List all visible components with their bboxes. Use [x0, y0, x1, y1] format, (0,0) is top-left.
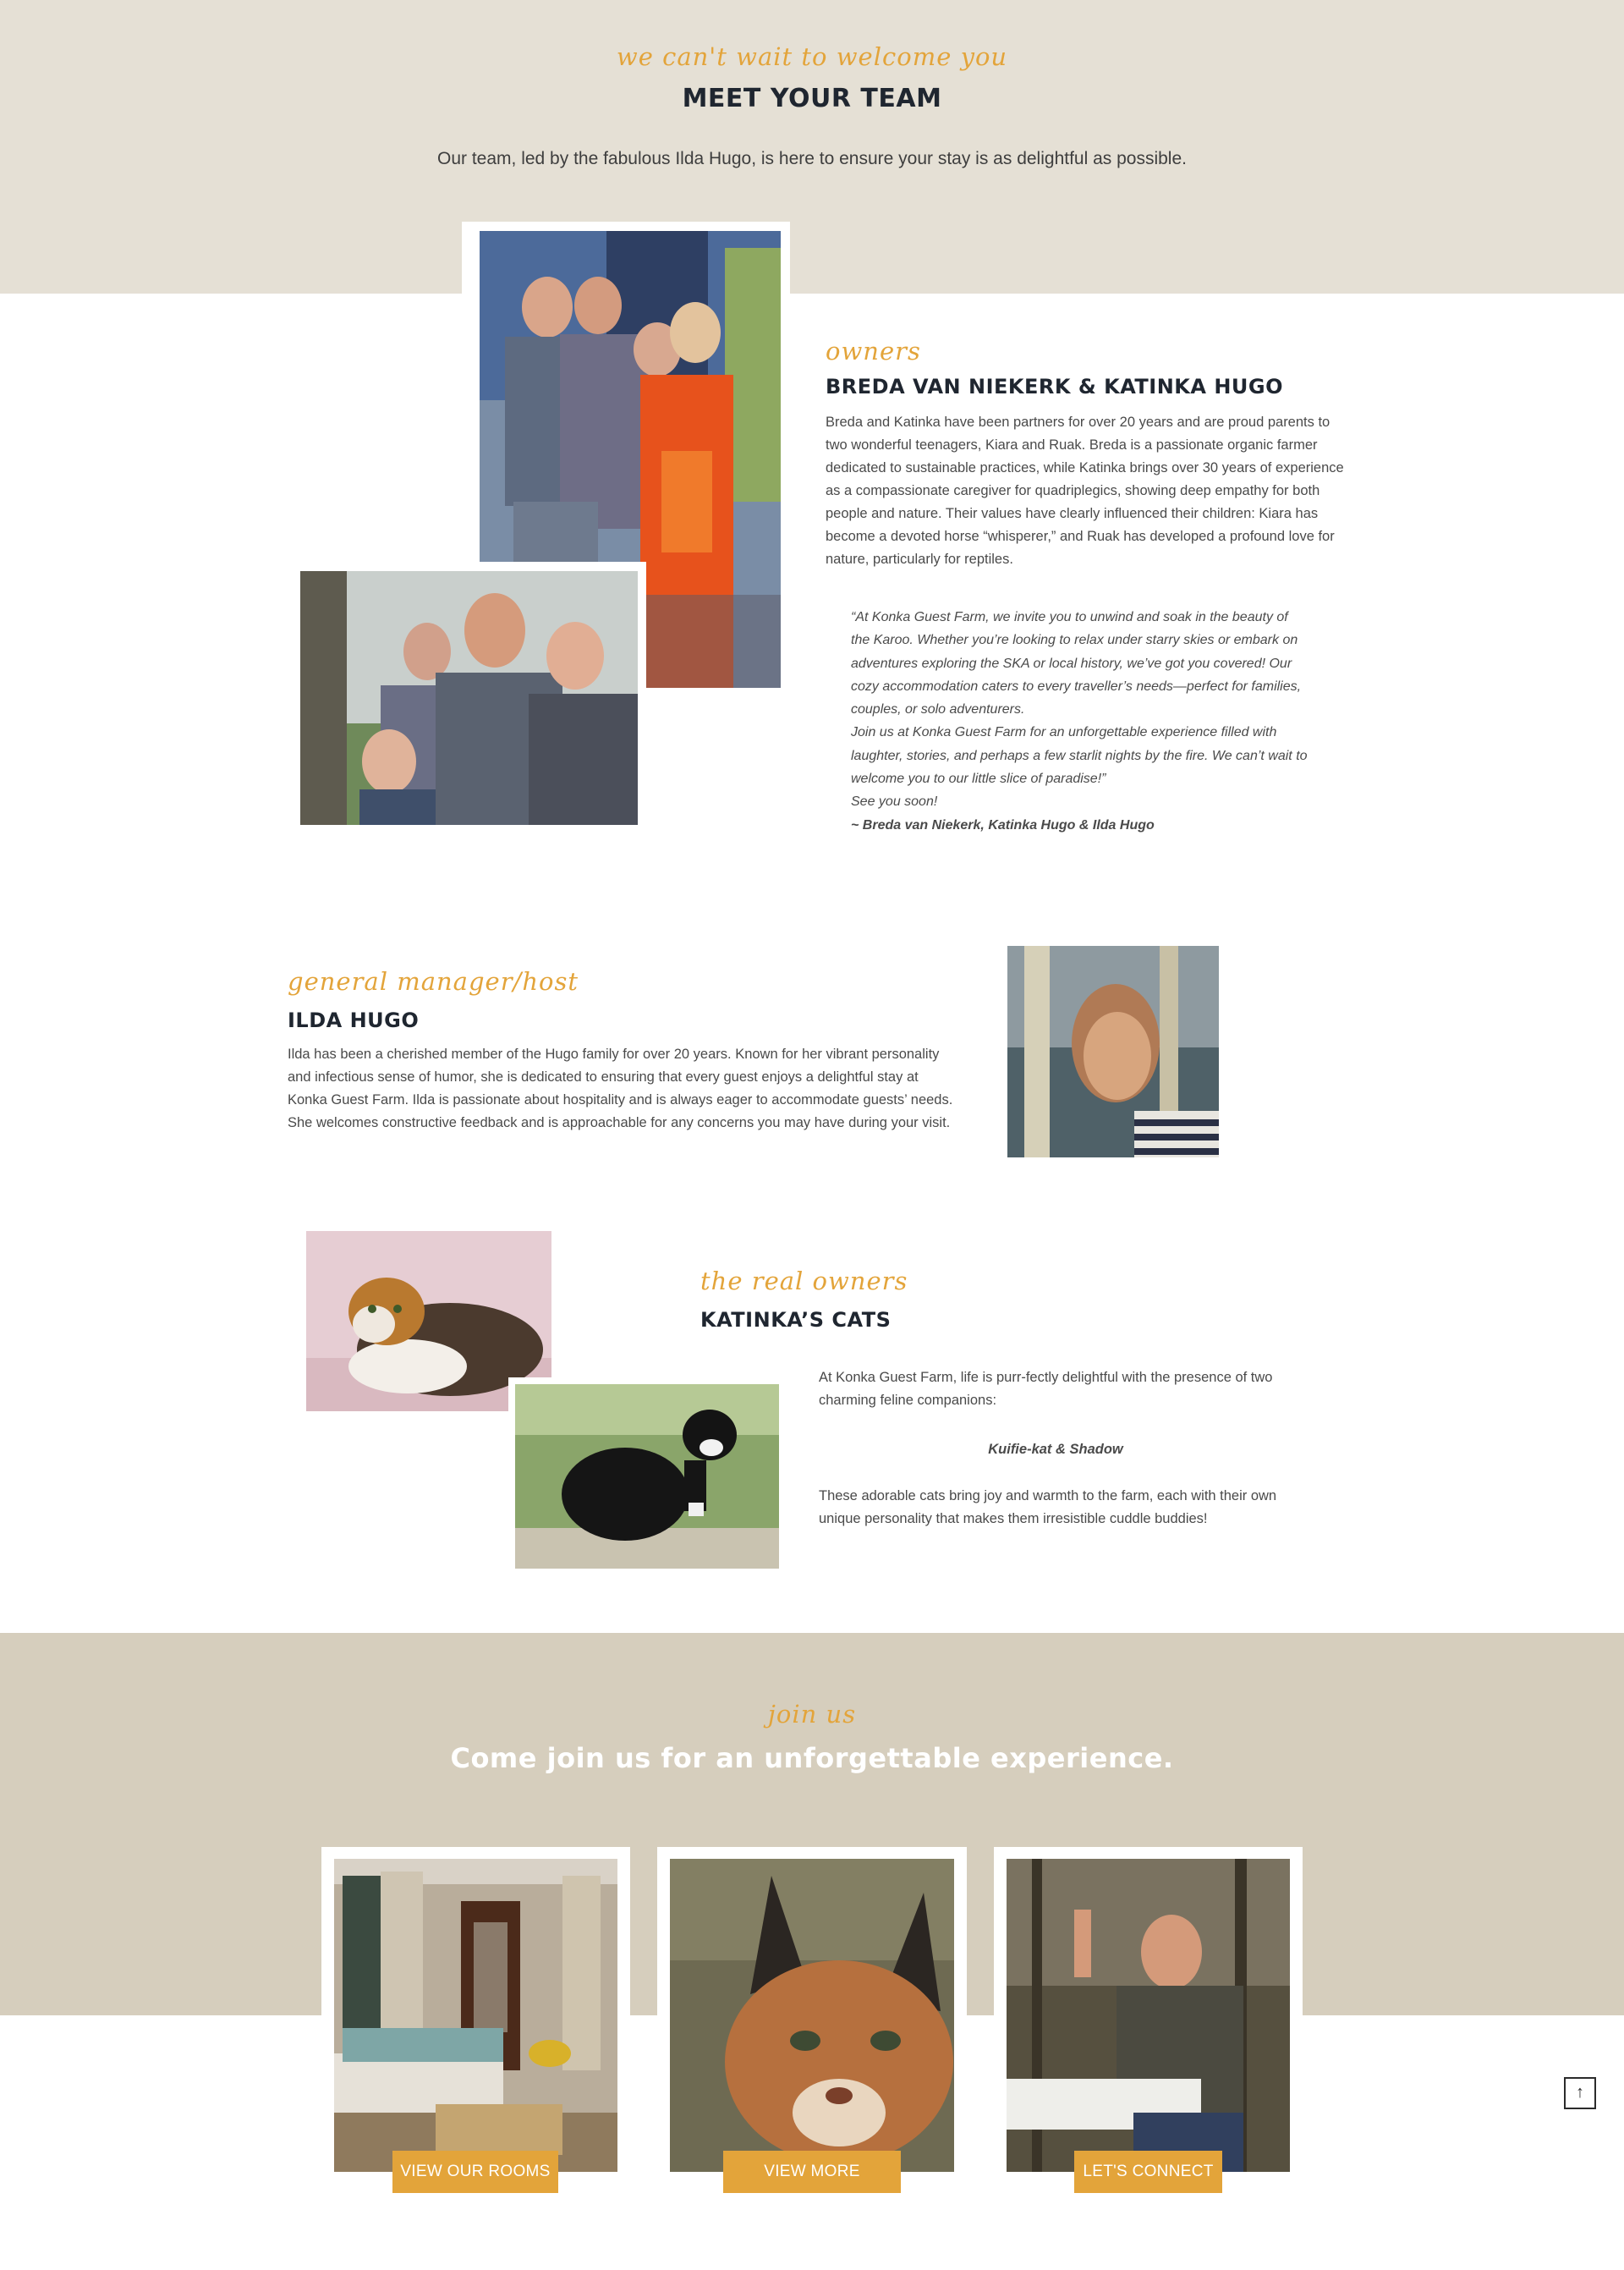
manager-bio: Ilda has been a cherished member of the Hugo family for over 20 years. Known for her vibrant personality and infectious sense of humor, she is dedicated to ensuring that every guest enjoys a delightful stay at Konka Guest Farm. Ilda is passionate about hospitality and is always eager to accommodate guests’ needs. She welcomes constructive feedback and is approachable for any concerns you may have during your visit.: [288, 1047, 953, 1130]
manager-tagline: general manager/host: [288, 967, 579, 996]
cats-title: KATINKA’S CATS: [700, 1308, 892, 1332]
caracal-photo: [670, 1859, 954, 2172]
owners-tagline: owners: [826, 337, 921, 366]
cats-names: Kuifie-kat & Shadow: [988, 1442, 1123, 1457]
cat-shadow-photo: [515, 1384, 779, 1569]
quote-paragraph-1: “At Konka Guest Farm, we invite you to unwind and soak in the beauty of the Karoo. Whether you’re looking to relax under starry skies or embark on adventures exploring the SKA or local history, we’ve got you covered! Our cozy accommodation caters to every traveller’s needs—perfect for families, couples, or solo adventurers.: [851, 610, 1302, 717]
cats-intro: At Konka Guest Farm, life is purr-fectly delightful with the presence of two charming feline companions:: [819, 1370, 1273, 1408]
view-rooms-button[interactable]: VIEW OUR ROOMS: [392, 2151, 558, 2193]
scroll-to-top-button[interactable]: [1564, 2077, 1596, 2109]
arrow-up-icon: ↑: [1576, 2083, 1584, 2102]
join-title: Come join us for an unforgettable experience.: [450, 1742, 1174, 1774]
owners-bio: Breda and Katinka have been partners for over 20 years and are proud parents to two wonderful teenagers, Kiara and Ruak. Breda is a passionate organic farmer dedicated to sustainable practices, while Katinka brings over 30 years of experience as a compassionate caregiver for quadriplegics, showing deep empathy for both people and nature. Their values have clearly influenced their children: Kiara has become a devoted horse “whisperer,” and Ruak has developed a profound love for nature, particularly for reptiles.: [826, 415, 1344, 567]
view-attractions-button[interactable]: VIEW MORE ATTRACTIONS: [723, 2151, 901, 2193]
owners-selfie-photo: [300, 571, 638, 825]
quote-paragraph-3: See you soon!: [851, 794, 938, 810]
manager-portrait-photo: [1007, 946, 1219, 1157]
quote-signature: ~ Breda van Niekerk, Katinka Hugo & Ilda Hugo: [851, 817, 1155, 833]
cats-outro: These adorable cats bring joy and warmth to the farm, each with their own unique personality that makes them irresistible cuddle buddies!: [819, 1488, 1277, 1526]
lets-connect-button[interactable]: LET'S CONNECT: [1074, 2151, 1222, 2193]
quote-paragraph-2: Join us at Konka Guest Farm for an unforgettable experience filled with laughter, stories, and perhaps a few starlit nights by the fire. We can’t wait to welcome you to our little slice of paradise!”: [851, 725, 1308, 787]
intro-tagline: we can't wait to welcome you: [616, 42, 1008, 71]
room-photo: [334, 1859, 617, 2172]
join-tagline: join us: [767, 1700, 857, 1729]
cats-tagline: the real owners: [700, 1267, 908, 1295]
owners-quote: [851, 606, 1308, 837]
owners-title: BREDA VAN NIEKERK & KATINKA HUGO: [826, 375, 1283, 398]
intro-description: Our team, led by the fabulous Ilda Hugo, is here to ensure your stay is as delightful as possible.: [437, 149, 1187, 168]
host-photo: [1007, 1859, 1290, 2172]
manager-title: ILDA HUGO: [288, 1009, 420, 1032]
page-title: MEET YOUR TEAM: [682, 84, 942, 113]
